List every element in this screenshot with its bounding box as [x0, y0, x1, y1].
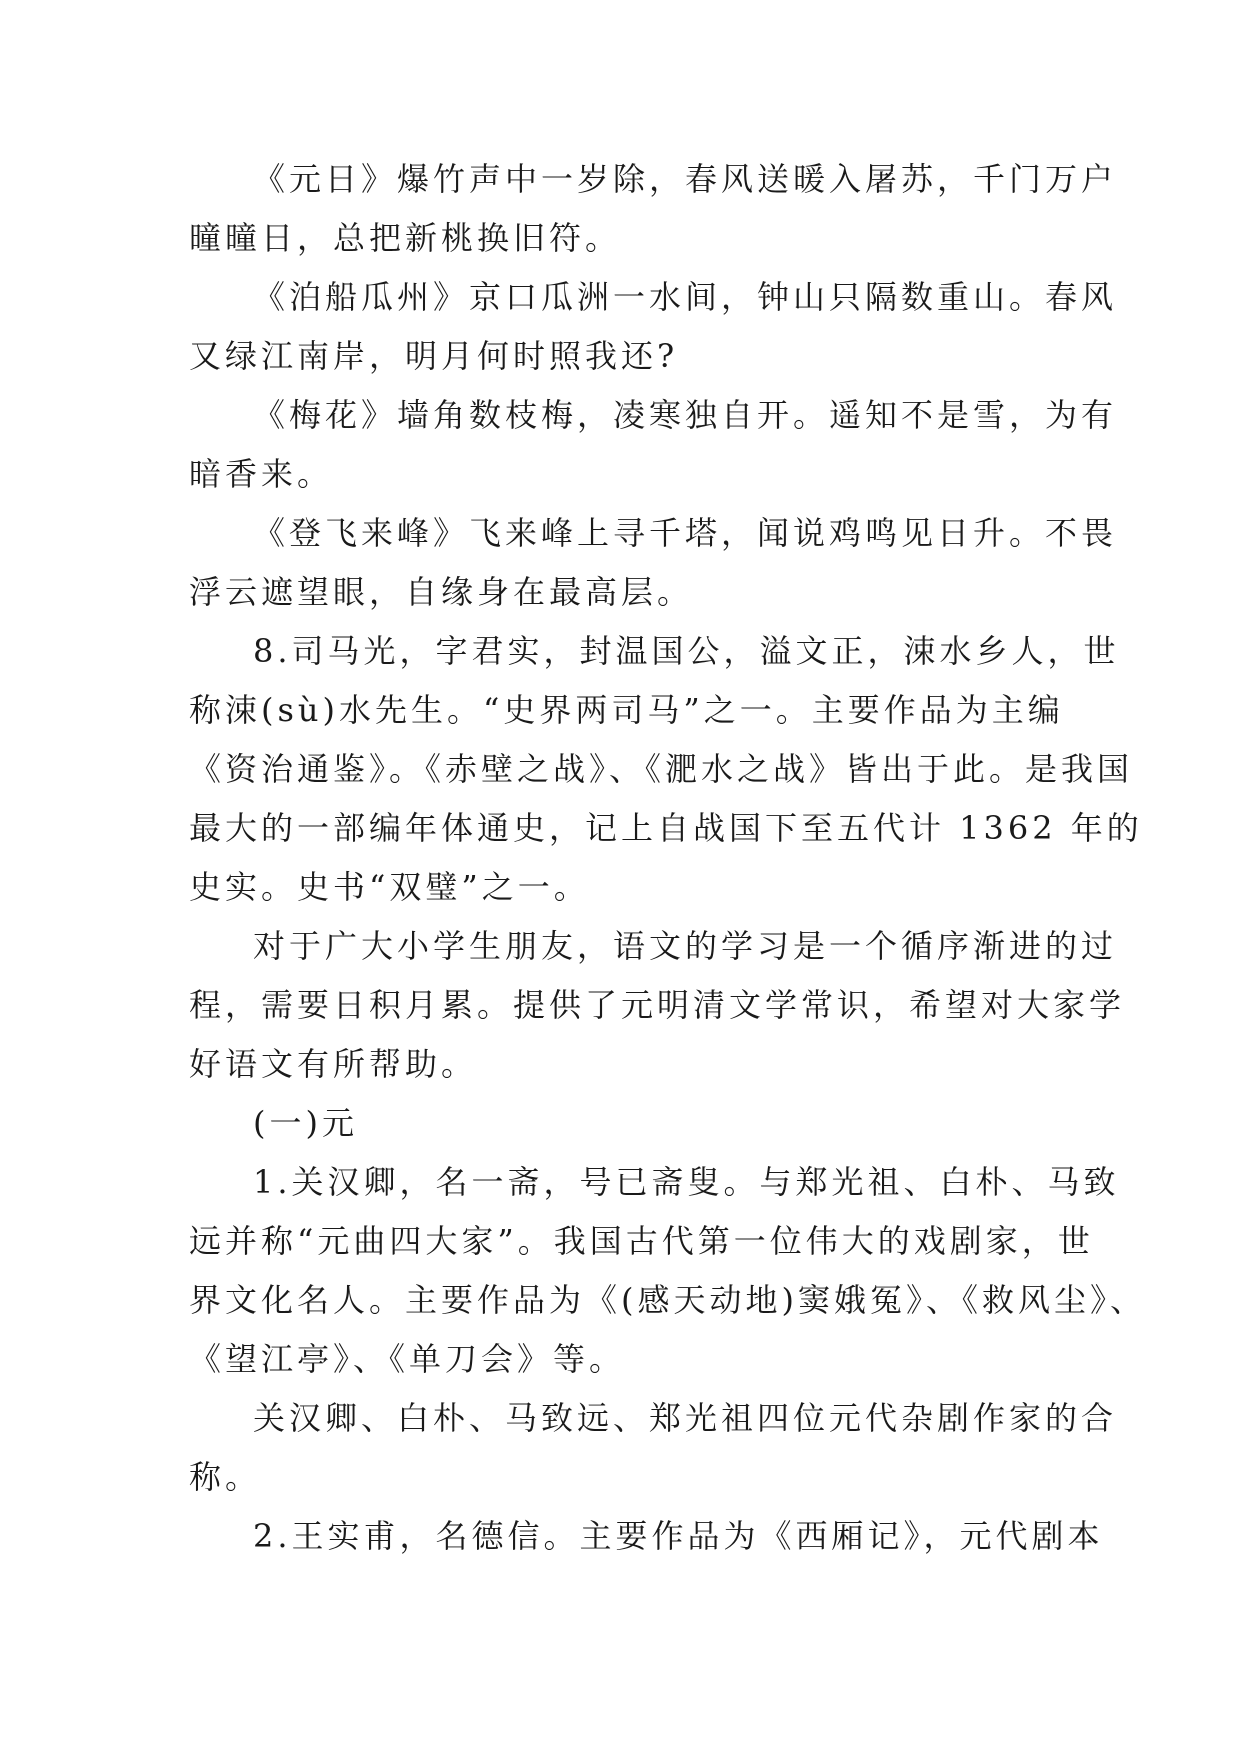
paragraph-yuanri-poem	[189, 150, 1118, 268]
text-line: 对于广大小学生朋友，语文的学习是一个循序渐进的过	[253, 927, 1118, 965]
paragraph-sima-guang	[189, 622, 1143, 917]
text-line: 称涑(sù)水先生。“史界两司马”之一。主要作品为主编	[189, 691, 1064, 729]
text-line: 曈曈日，总把新桃换旧符。	[189, 219, 622, 257]
text-line: 《泊船瓜州》京口瓜洲一水间，钟山只隔数重山。春风	[253, 278, 1118, 316]
section-heading-yuan	[189, 1094, 1069, 1153]
paragraph-guan-hanqing	[189, 1153, 1146, 1389]
text-line: 《梅花》墙角数枝梅，凌寒独自开。遥知不是雪，为有	[253, 396, 1118, 434]
text-line: 1.关汉卿，名一斋，号已斋叟。与郑光祖、白朴、马致	[253, 1163, 1120, 1201]
text-line: 好语文有所帮助。	[189, 1045, 478, 1083]
text-line: 8.司马光，字君实，封温国公，溢文正，涑水乡人，世	[253, 632, 1120, 670]
paragraph-four-masters-note	[189, 1389, 1118, 1507]
paragraph-intro-literature	[189, 917, 1126, 1094]
text-line: 又绿江南岸，明月何时照我还?	[189, 337, 679, 375]
text-line: (一)元	[253, 1104, 358, 1142]
document-body	[189, 150, 1146, 1566]
text-line: 暗香来。	[189, 455, 334, 493]
text-line: 2.王实甫，名德信。主要作品为《西厢记》，元代剧本	[253, 1517, 1104, 1555]
text-line: 《望江亭》、《单刀会》等。	[189, 1340, 626, 1378]
text-line: 浮云遮望眼，自缘身在最高层。	[189, 573, 694, 611]
text-line: 《资治通鉴》。《赤壁之战》、《淝水之战》皆出于此。是我国	[189, 750, 1134, 788]
paragraph-deng-feilaifeng-poem	[189, 504, 1118, 622]
text-line: 称。	[189, 1458, 262, 1496]
paragraph-meihua-poem	[189, 386, 1118, 504]
text-line: 《元日》爆竹声中一岁除，春风送暖入屠苏，千门万户	[253, 160, 1118, 198]
text-line: 关汉卿、白朴、马致远、郑光祖四位元代杂剧作家的合	[253, 1399, 1118, 1437]
paragraph-bochuan-guazhou-poem	[189, 268, 1118, 386]
text-line: 史实。史书“双璧”之一。	[189, 868, 590, 906]
paragraph-wang-shifu	[189, 1507, 1104, 1566]
text-line: 程，需要日积月累。提供了元明清文学常识，希望对大家学	[189, 986, 1126, 1024]
text-line: 《登飞来峰》飞来峰上寻千塔，闻说鸡鸣见日升。不畏	[253, 514, 1118, 552]
text-line: 远并称“元曲四大家”。我国古代第一位伟大的戏剧家，世	[189, 1222, 1094, 1260]
text-line: 最大的一部编年体通史，记上自战国下至五代计 1362 年的	[189, 809, 1143, 847]
text-line: 界文化名人。主要作品为《(感天动地)窦娥冤》、《救风尘》、	[189, 1281, 1146, 1319]
